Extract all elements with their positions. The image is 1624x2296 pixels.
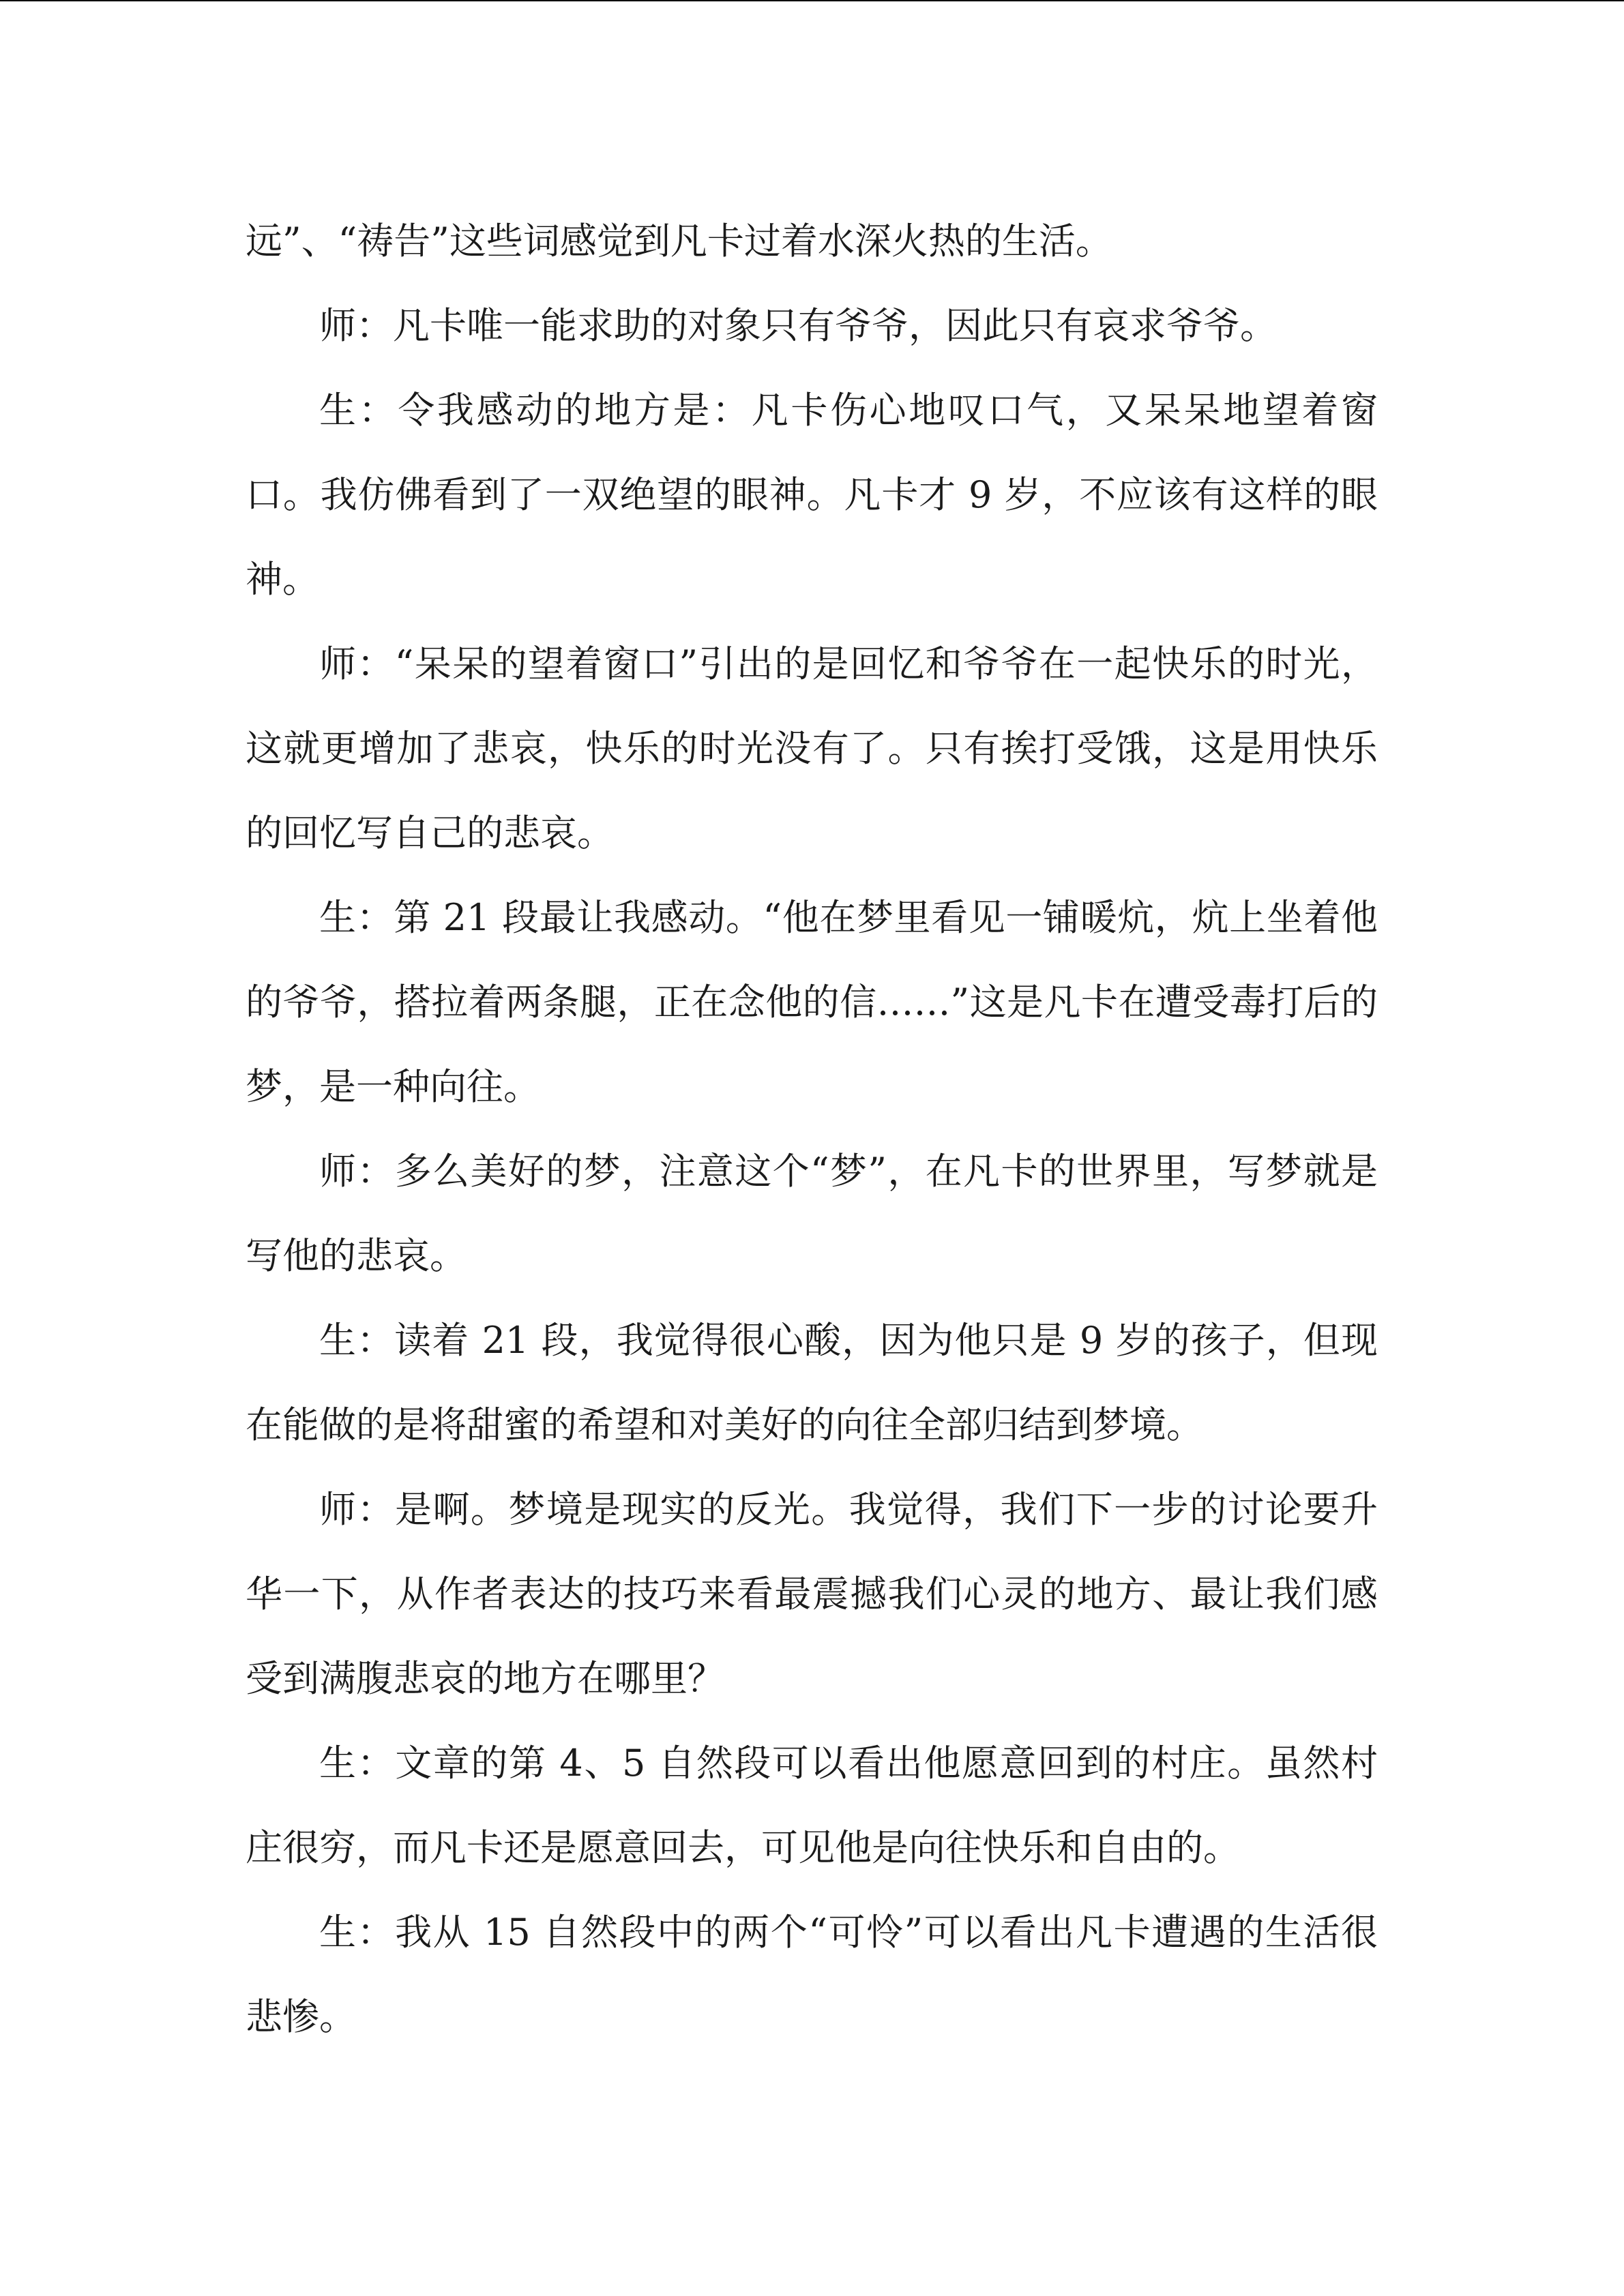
paragraph-7: 生：读着 21 段，我觉得很心酸，因为他只是 9 岁的孩子，但现在能做的是将甜蜜的希望和对美好的向往全部归结到梦境。 bbox=[246, 1319, 1378, 1446]
paragraph-9: 生：文章的第 4、5 自然段可以看出他愿意回到的村庄。虽然村庄很穷，而凡卡还是愿意回去，可见他是向往快乐和自由的。 bbox=[246, 1742, 1378, 1869]
paragraph-1: 远”、“祷告”这些词感觉到凡卡过着水深火热的生活。 bbox=[246, 220, 1112, 263]
paragraph-5: 生：第 21 段最让我感动。“他在梦里看见一铺暖炕，炕上坐着他的爷爷，搭拉着两条腿，正在念他的信……”这是凡卡在遭受毒打后的梦，是一种向往。 bbox=[246, 896, 1378, 1108]
paragraph-10: 生：我从 15 自然段中的两个“可怜”可以看出凡卡遭遇的生活很悲惨。 bbox=[246, 1911, 1378, 2038]
paragraph-8: 师：是啊。梦境是现实的反光。我觉得，我们下一步的讨论要升华一下，从作者表达的技巧来看最震撼我们心灵的地方、最让我们感受到满腹悲哀的地方在哪里？ bbox=[246, 1488, 1378, 1700]
document-body bbox=[246, 199, 1378, 2059]
paragraph-4: 师：“呆呆的望着窗口”引出的是回忆和爷爷在一起快乐的时光，这就更增加了悲哀，快乐的时光没有了。只有挨打受饿，这是用快乐的回忆写自己的悲哀。 bbox=[246, 642, 1378, 854]
paragraph-6: 师：多么美好的梦，注意这个“梦”，在凡卡的世界里，写梦就是写他的悲哀。 bbox=[246, 1150, 1378, 1277]
paragraph-3: 生：令我感动的地方是：凡卡伤心地叹口气，又呆呆地望着窗口。我仿佛看到了一双绝望的眼神。凡卡才 9 岁，不应该有这样的眼神。 bbox=[246, 389, 1378, 601]
paragraph-2: 师：凡卡唯一能求助的对象只有爷爷，因此只有哀求爷爷。 bbox=[319, 304, 1277, 347]
